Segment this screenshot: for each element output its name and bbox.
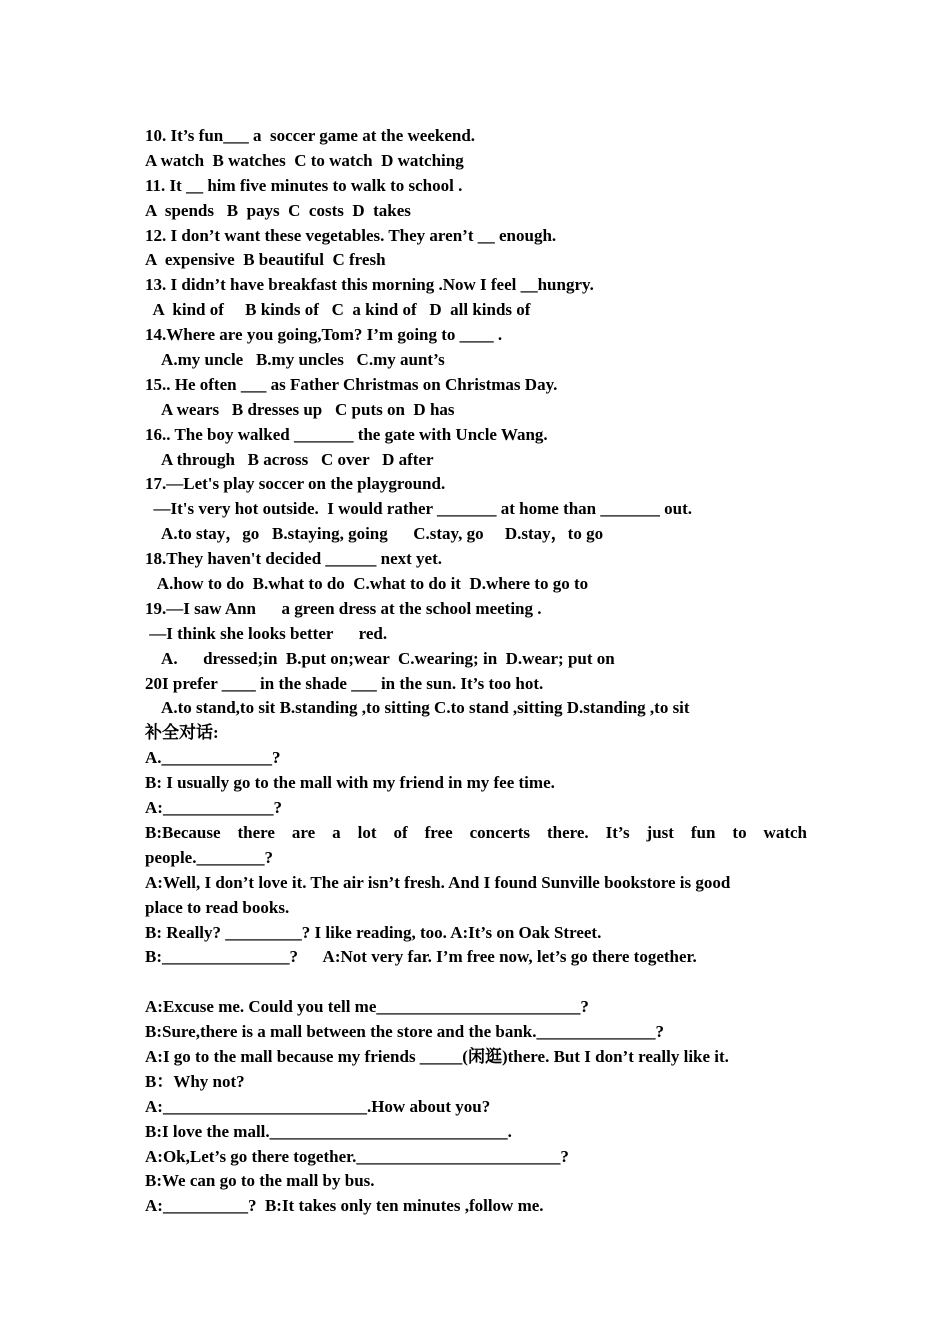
dialogue-2-line: A:__________? B:It takes only ten minutes ,follow me. bbox=[145, 1196, 544, 1216]
question-18: 18.They haven't decided ______ next yet. bbox=[145, 549, 443, 569]
question-19: 19.—I saw Ann a green dress at the school meeting . bbox=[145, 598, 542, 618]
dialogue-1-line: place to read books. bbox=[145, 897, 290, 917]
question-15: 15.. He often ___ as Father Christmas on Christmas Day. bbox=[145, 374, 558, 394]
dialogue-2-line: B:We can go to the mall by bus. bbox=[145, 1171, 375, 1191]
dialogue-1-line: A:Well, I don’t love it. The air isn’t fresh. And I found Sunville bookstore is good bbox=[145, 872, 731, 892]
worksheet-text bbox=[145, 124, 807, 1219]
dialogue-2-line: B:I love the mall.____________________________. bbox=[145, 1121, 512, 1141]
dialogue-2-line: A:________________________.How about you? bbox=[145, 1096, 491, 1116]
question-17-reply: —It's very hot outside. I would rather _______ at home than _______ out. bbox=[145, 499, 693, 519]
question-20: 20I prefer ____ in the shade ___ in the sun. It’s too hot. bbox=[145, 673, 544, 693]
dialogue-1-line: people.________? bbox=[145, 847, 273, 867]
question-18-options: A.how to do B.what to do C.what to do it D.where to go to bbox=[145, 574, 589, 594]
question-12-options: A expensive B beautiful C fresh bbox=[145, 250, 386, 270]
question-16: 16.. The boy walked _______ the gate with Uncle Wang. bbox=[145, 424, 548, 444]
dialogue-1-line: B:_______________? A:Not very far. I’m free now, let’s go there together. bbox=[145, 947, 697, 967]
question-17-options: A.to stay，go B.staying, going C.stay, go D.stay，to go bbox=[145, 524, 604, 544]
question-11-options: A spends B pays C costs D takes bbox=[145, 200, 411, 220]
question-20-options: A.to stand,to sit B.standing ,to sitting C.to stand ,sitting D.standing ,to sit bbox=[145, 698, 690, 718]
dialogue-2-line: A:Excuse me. Could you tell me________________________? bbox=[145, 997, 589, 1017]
dialogue-2-line: A:I go to the mall because my friends _____(闲逛)there. But I don’t really like it. bbox=[145, 1046, 729, 1066]
blank-line bbox=[145, 970, 807, 995]
question-11: 11. It __ him five minutes to walk to school . bbox=[145, 175, 463, 195]
dialogue-1-line: B: Really? _________? I like reading, too. A:It’s on Oak Street. bbox=[145, 922, 602, 942]
section-heading: 补全对话: bbox=[145, 723, 219, 743]
question-15-options: A wears B dresses up C puts on D has bbox=[145, 399, 455, 419]
question-16-options: A through B across C over D after bbox=[145, 449, 434, 469]
dialogue-2-line: A:Ok,Let’s go there together.________________________? bbox=[145, 1146, 569, 1166]
question-12: 12. I don’t want these vegetables. They aren’t __ enough. bbox=[145, 225, 557, 245]
question-19-options: A. dressed;in B.put on;wear C.wearing; in D.wear; put on bbox=[145, 648, 615, 668]
question-19-reply: —I think she looks better red. bbox=[145, 623, 388, 643]
dialogue-1-line: A:_____________? bbox=[145, 798, 282, 818]
question-14: 14.Where are you going,Tom? I’m going to ____ . bbox=[145, 325, 503, 345]
dialogue-1-line: A._____________? bbox=[145, 748, 281, 768]
question-17: 17.—Let's play soccer on the playground. bbox=[145, 474, 446, 494]
question-10: 10. It’s fun___ a soccer game at the weekend. bbox=[145, 126, 476, 145]
question-10-options: A watch B watches C to watch D watching bbox=[145, 150, 464, 170]
dialogue-2-line: B：Why not? bbox=[145, 1071, 245, 1091]
question-14-options: A.my uncle B.my uncles C.my aunt’s bbox=[145, 350, 445, 370]
dialogue-1-line: B:Because there are a lot of free concerts there. It’s just fun to watch bbox=[145, 822, 807, 842]
question-13-options: A kind of B kinds of C a kind of D all kinds of bbox=[145, 300, 531, 320]
question-13: 13. I didn’t have breakfast this morning .Now I feel __hungry. bbox=[145, 275, 594, 295]
dialogue-2-line: B:Sure,there is a mall between the store and the bank.______________? bbox=[145, 1022, 664, 1042]
dialogue-1-line: B: I usually go to the mall with my friend in my fee time. bbox=[145, 773, 555, 793]
